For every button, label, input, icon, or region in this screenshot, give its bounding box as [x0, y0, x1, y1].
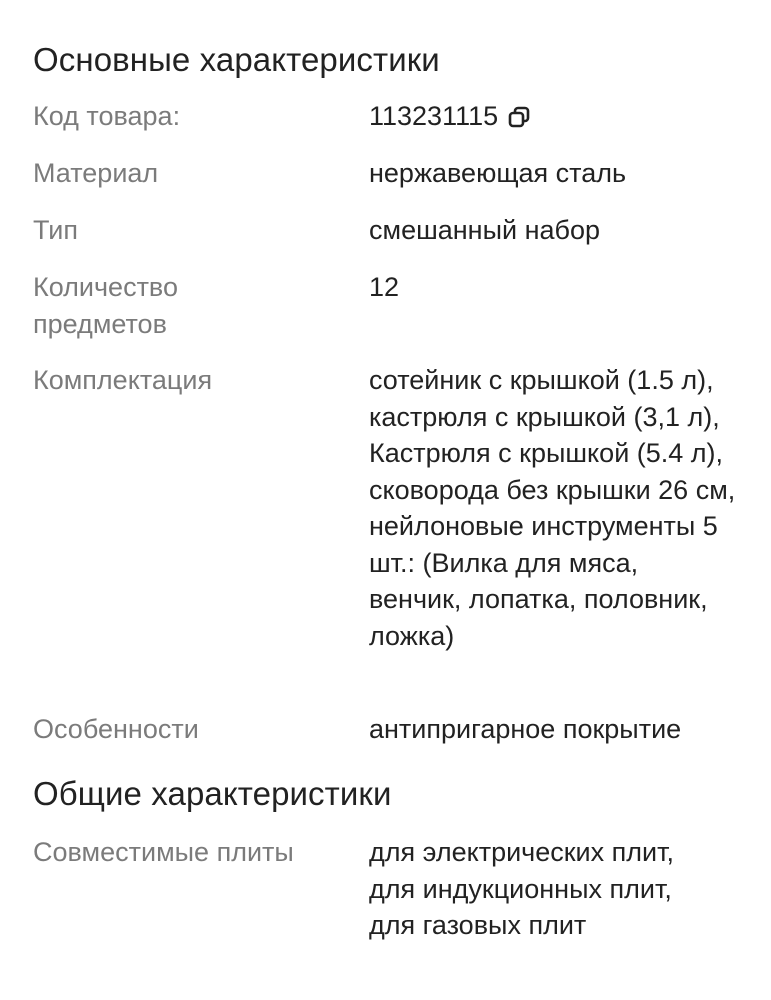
value-item-count: 12 [369, 272, 400, 302]
label-type: Тип [33, 215, 79, 245]
label-compatible-stoves: Совместимые плиты [33, 837, 294, 867]
label-item-count: Количество предметов [33, 272, 178, 339]
value-features: антипригарное покрытие [369, 714, 682, 744]
section-title-general: Общие характеристики [33, 775, 392, 812]
value-compatible-stoves: для электрических плит, для индукционных плит, для газовых плит [369, 837, 674, 940]
value-product-code-wrap [369, 98, 749, 135]
copy-icon[interactable] [508, 106, 530, 128]
value-type: смешанный набор [369, 215, 600, 245]
value-material: нержавеющая сталь [369, 158, 627, 188]
label-product-code: Код товара: [33, 101, 181, 131]
section-title-main: Основные характеристики [33, 41, 440, 78]
label-contents: Комплектация [33, 365, 213, 395]
value-product-code: 113231115 [369, 101, 499, 131]
label-features: Особенности [33, 714, 199, 744]
value-contents: сотейник с крышкой (1.5 л), кастрюля с крышкой (3,1 л), Кастрюля с крышкой (5.4 л), сковорода без крышки 26 см, нейлоновые инструменты 5 шт.: (Вилка для мяса, венчик, лопатка, половник, ложка) [369, 365, 736, 651]
label-material: Материал [33, 158, 159, 188]
